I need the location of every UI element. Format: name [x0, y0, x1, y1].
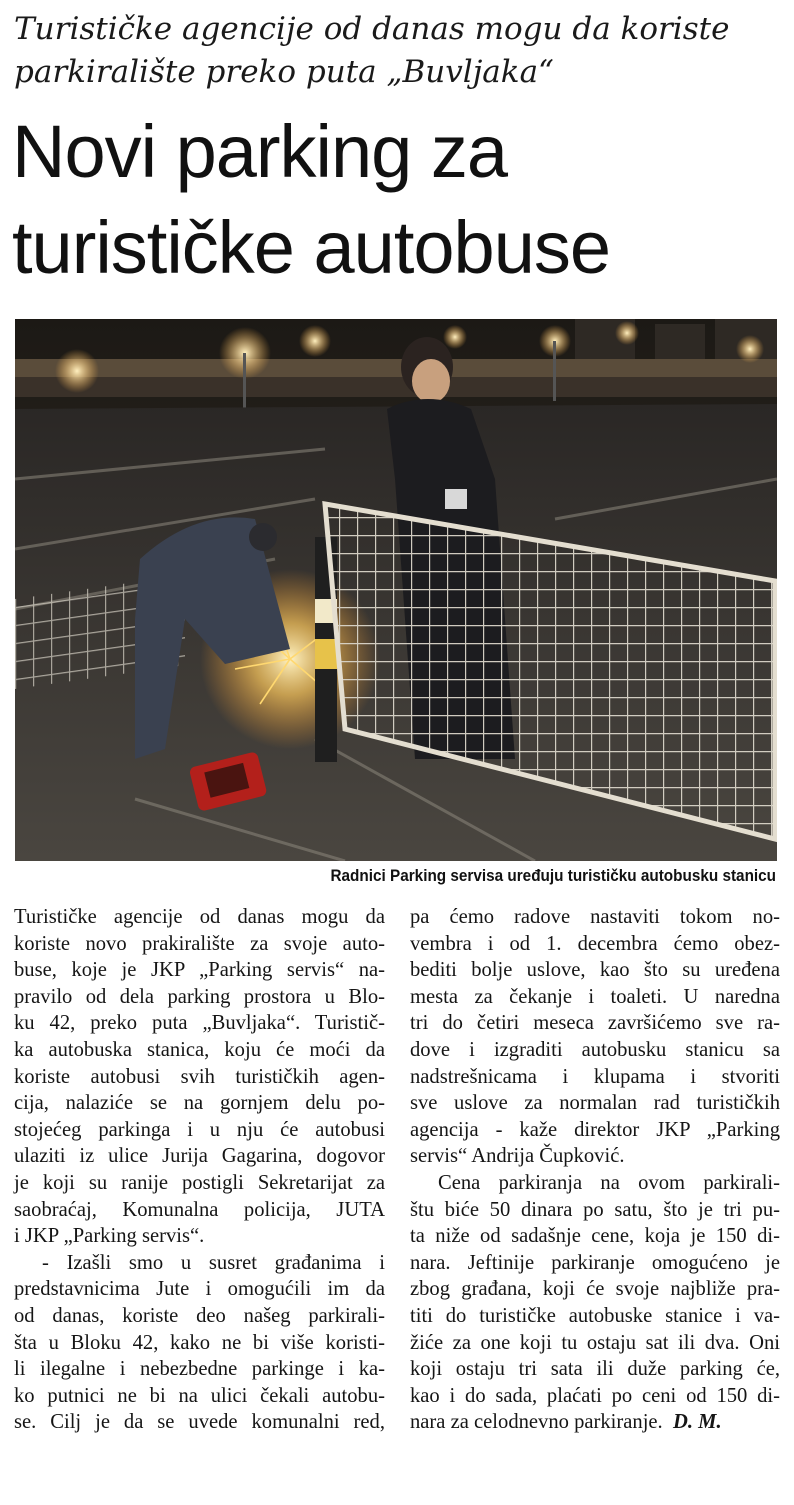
body-line: kao i do sada, plaćati po ceni od 150 di- — [410, 1384, 780, 1407]
article-photo — [15, 319, 777, 861]
body-line: titi do turističke autobuske stanice i va- — [410, 1304, 780, 1327]
body-line: bediti bolje uslove, kao što su uređena — [410, 959, 780, 982]
body-line: ko putnici ne bi na ulici čekali autobu- — [14, 1384, 385, 1407]
body-line: tri do četiri meseca završićemo sve ra- — [410, 1012, 780, 1035]
body-line: koji ostaju tri sata ili duže parking će, — [410, 1358, 780, 1381]
body-line: li ilegalne i nebezbedne parkinge i ka- — [14, 1358, 385, 1381]
body-line: i JKP „Parking servis“. — [14, 1225, 205, 1248]
body-line: mesta za čekanje i toaleti. U naredna — [410, 985, 780, 1008]
body-line: ka autobuska stanica, koju će moći da — [14, 1038, 385, 1061]
body-line: štu biće 50 dinara po satu, što je tri pu- — [410, 1198, 780, 1221]
photo-caption: Radnici Parking servisa uređuju turističku autobusku stanicu — [330, 866, 776, 885]
body-line: žiće za one koji tu ostaju sat ili dva. Oni — [410, 1331, 780, 1354]
body-line: - Izašli smo u susret građanima i — [42, 1251, 385, 1274]
body-line: nara. Jeftinije parkiranje omogućeno je — [410, 1251, 780, 1274]
body-line: se. Cilj je da se uvede komunalni red, — [14, 1411, 385, 1434]
body-line: agencija - kaže direktor JKP „Parking — [410, 1118, 780, 1141]
body-line: cija, nalaziće se na gornjem delu po- — [14, 1092, 385, 1115]
kicker-line: Turističke agencije od danas mogu da koriste — [14, 11, 730, 47]
body-line: koriste novo prakiralište za svoje auto- — [14, 932, 385, 955]
body-line: servis“ Andrija Čupković. — [410, 1145, 625, 1168]
body-line: šta u Bloku 42, kako ne bi više koristi- — [14, 1331, 385, 1354]
body-line: predstavnicima Jute i omogućili im da — [14, 1278, 385, 1301]
article-kicker — [14, 8, 784, 94]
body-line: Cena parkiranja na ovom parkirali- — [438, 1171, 780, 1194]
body-line: dove i izgraditi autobusku stanicu sa — [410, 1038, 780, 1061]
body-column-left — [14, 904, 385, 1436]
body-line: je koji su ranije postigli Sekretarijat za — [14, 1171, 385, 1194]
overpass — [15, 359, 777, 377]
body-line: buse, koje je JKP „Parking servis“ na- — [14, 959, 385, 982]
body-line: pa ćemo radove nastaviti tokom no- — [410, 906, 780, 928]
headline-line: turističke autobuse — [12, 206, 611, 289]
body-line: od danas, koriste deo našeg parkirali- — [14, 1304, 385, 1327]
night-parking-illustration — [15, 319, 777, 861]
body-line: ku 42, preko puta „Buvljaka“. Turistič- — [14, 1012, 385, 1035]
body-line: pravilo od dela parking prostora u Blo- — [14, 985, 385, 1008]
body-line: stojećeg parkinga i u nju će autobusi — [14, 1118, 385, 1141]
body-line: saobraćaj, Komunalna policija, JUTA — [14, 1198, 385, 1221]
headline-line: Novi parking za — [12, 110, 508, 193]
body-column-right — [410, 904, 780, 1436]
body-line: Turističke agencije od danas mogu da — [14, 906, 385, 928]
body-line: zbog građana, koji će svoje najbliže pra- — [410, 1278, 780, 1301]
kicker-line: parkiralište preko puta „Buvljaka“ — [14, 54, 554, 90]
article-headline — [12, 104, 787, 296]
body-line: nara za celodnevno parkiranje. — [410, 1411, 663, 1434]
body-last-line — [410, 1409, 780, 1436]
author-signoff: D. M. — [673, 1411, 722, 1434]
body-line: ulaziti iz ulice Jurija Gagarina, dogovor — [14, 1145, 385, 1168]
body-line: ta niže od sadašnje cene, koja je 150 di- — [410, 1225, 780, 1248]
body-line: koriste autobusi svih turističkih agen- — [14, 1065, 385, 1088]
body-line: nadstrešnicama i klupama i stvoriti — [410, 1065, 780, 1088]
body-line: sve uslove za normalan rad turističkih — [410, 1092, 780, 1115]
body-line: vembra i od 1. decembra ćemo obez- — [410, 932, 780, 955]
